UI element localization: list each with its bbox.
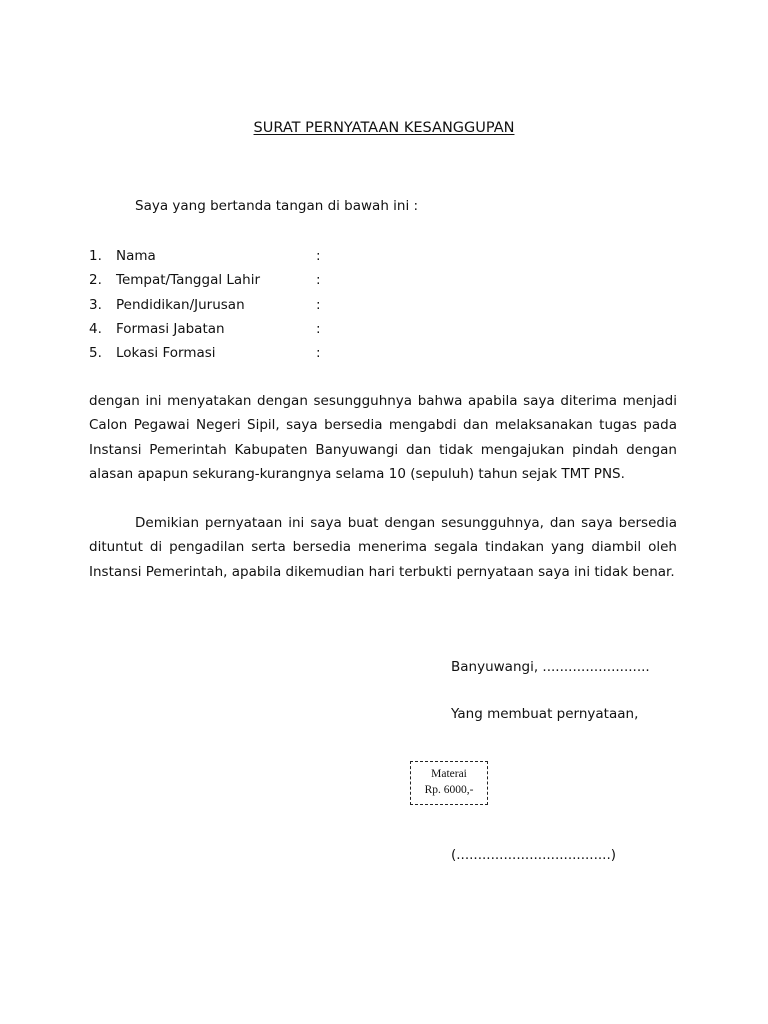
- field-label: Nama: [116, 248, 156, 264]
- signature-line: (....................................): [451, 847, 617, 863]
- field-label: Tempat/Tanggal Lahir: [116, 272, 261, 289]
- closing-paragraph: Demikian pernyataan ini saya buat dengan sesungguhnya, dan saya bersedia dituntut di pengadilan serta bersedia menerima segala tindakan yang diambil oleh Instansi Pemerintah, apabila dikemudian hari terbukti pernyataan saya ini tidak benar.: [89, 515, 677, 580]
- field-row-formasi-jabatan: [89, 317, 349, 341]
- stamp-amount: Rp. 6000,-: [424, 784, 474, 796]
- field-colon: :: [316, 296, 321, 313]
- field-number: 1.: [89, 248, 102, 264]
- field-number: 4.: [89, 320, 102, 337]
- maker-label: Yang membuat pernyataan,: [451, 706, 639, 722]
- field-row-pendidikan-jurusan: [89, 293, 349, 317]
- intro-text: Saya yang bertanda tangan di bawah ini :: [135, 198, 419, 214]
- stamp-label: Materai: [431, 768, 467, 780]
- field-colon: :: [316, 272, 321, 289]
- field-number: 2.: [89, 272, 102, 289]
- field-colon: :: [316, 320, 321, 337]
- statement-paragraph: dengan ini menyatakan dengan sesungguhnya bahwa apabila saya diterima menjadi Calon Pegawai Negeri Sipil, saya bersedia mengabdi dan melaksanakan tugas pada Instansi Pemerintah Kabupaten Banyuwangi dan tidak mengajukan pindah dengan alasan apapun sekurang-kurangnya selama 10 (sepuluh) tahun sejak TMT PNS.: [89, 393, 677, 483]
- field-number: 3.: [89, 296, 102, 313]
- field-row-tempat-tanggal-lahir: [89, 268, 349, 292]
- field-label: Pendidikan/Jurusan: [116, 296, 245, 313]
- field-row-lokasi-formasi: [89, 341, 349, 365]
- identity-fields-list: [89, 244, 349, 365]
- duty-stamp-box: [410, 761, 488, 805]
- place-date-line: Banyuwangi, .........................: [451, 659, 650, 675]
- field-label: Lokasi Formasi: [116, 345, 216, 362]
- field-colon: :: [316, 345, 321, 362]
- field-row-nama: [89, 244, 349, 268]
- field-label: Formasi Jabatan: [116, 320, 225, 337]
- document-title: SURAT PERNYATAAN KESANGGUPAN: [253, 120, 515, 136]
- field-colon: :: [316, 248, 321, 264]
- field-number: 5.: [89, 345, 102, 362]
